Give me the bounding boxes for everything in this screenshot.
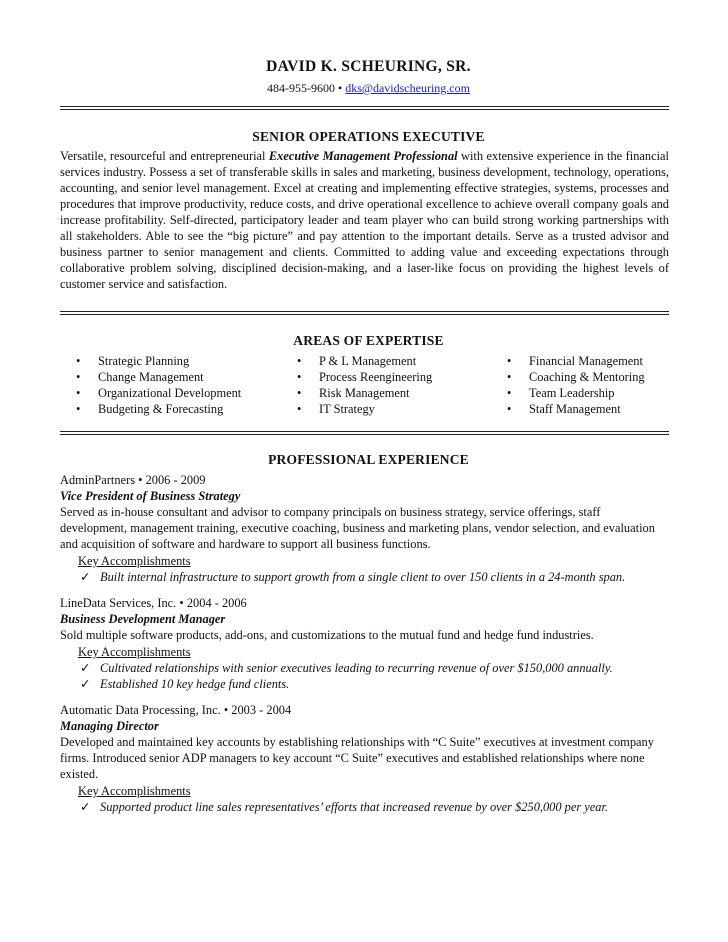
job-dates: 2006 - 2009 (145, 473, 206, 487)
expertise-item (491, 401, 667, 417)
bullet-icon: • (507, 370, 512, 384)
resume-page (60, 58, 669, 815)
email-link[interactable]: dks@davidscheuring.com (345, 81, 470, 95)
bullet-icon: • (297, 402, 302, 416)
summary-text-start: Versatile, resourceful and entrepreneurial (60, 149, 269, 163)
expertise-label: IT Strategy (319, 402, 375, 416)
job-description: Served as in-house consultant and advisor to company principals on business strategy, service offerings, staff development, management training, executive coaching, business and marketing plans, vendor selection, and evaluation and acquisition of software and hardware to support all business functions. (60, 505, 655, 551)
key-accomplishments-heading: Key Accomplishments (78, 554, 191, 568)
contact-separator: • (338, 81, 343, 95)
bullet-icon: • (76, 370, 81, 384)
job-company: LineData Services, Inc. (60, 596, 177, 610)
job-entry (60, 472, 669, 585)
expertise-column-1 (60, 353, 284, 417)
accomplishment-item (78, 660, 669, 676)
experience-title: PROFESSIONAL EXPERIENCE (268, 452, 469, 467)
expertise-column-3 (491, 353, 667, 417)
phone-number: 484-955-9600 (267, 81, 336, 95)
accomplishment-item (78, 799, 669, 815)
expertise-item (60, 401, 284, 417)
summary-paragraph (60, 148, 669, 292)
job-dates: 2004 - 2006 (186, 596, 247, 610)
checkmark-icon: ✓ (80, 570, 91, 584)
key-accomplishments-heading: Key Accomplishments (78, 784, 191, 798)
job-company: Automatic Data Processing, Inc. (60, 703, 221, 717)
expertise-item (491, 369, 667, 385)
expertise-column-2 (281, 353, 493, 417)
summary-text-end: with extensive experience in the financial services industry. Possess a set of transferable skills in sales and marketing, business development, technology, operations, accounting, and senior level management. Excel at creating and implementing effective strategies, systems, processes and procedures that improve productivity, reduce costs, and drive operational excellence to achieve overall company goals and increase profitability. Self-directed, participatory leader and team player who can build strong working partnerships with all stakeholders. Able to see the “big picture” and pay attention to the important details. Serve as a trusted advisor and business partner to senior management and clients. Committed to adding value and exceeding expectations through collaborative problem solving, disciplined decision-making, and a laser-like focus on providing the highest levels of customer service and satisfaction. (60, 149, 669, 291)
expertise-item (281, 369, 493, 385)
expertise-label: Staff Management (529, 402, 621, 416)
bullet-icon: • (297, 354, 302, 368)
accomplishment-item (78, 676, 669, 692)
job-entry (60, 702, 669, 815)
expertise-label: Organizational Development (98, 386, 242, 400)
expertise-item (281, 401, 493, 417)
expertise-divider (60, 431, 669, 435)
job-company-line (60, 702, 669, 718)
bullet-icon: • (76, 402, 81, 416)
key-accomplishments-heading: Key Accomplishments (78, 645, 191, 659)
expertise-label: Coaching & Mentoring (529, 370, 645, 384)
job-separator: • (138, 473, 143, 487)
expertise-label: Change Management (98, 370, 204, 384)
job-separator: • (223, 703, 229, 717)
expertise-item (491, 353, 667, 369)
job-description: Developed and maintained key accounts by establishing relationships with “C Suite” executives at investment company firms. Introduced senior ADP managers to key account “C Suite” executives and established relationships where none existed. (60, 735, 654, 781)
expertise-item (60, 369, 284, 385)
experience-list (60, 472, 669, 815)
expertise-title: AREAS OF EXPERTISE (293, 333, 444, 348)
accomplishment-text: Supported product line sales representatives’ efforts that increased revenue by over $250,000 per year. (100, 800, 609, 814)
checkmark-icon: ✓ (80, 661, 91, 675)
job-entry (60, 595, 669, 692)
bullet-icon: • (297, 386, 302, 400)
bullet-icon: • (297, 370, 302, 384)
expertise-item (60, 385, 284, 401)
job-company-line (60, 472, 669, 488)
job-separator: • (179, 596, 184, 610)
expertise-list (60, 353, 669, 417)
accomplishment-text: Established 10 key hedge fund clients. (100, 677, 290, 691)
job-title: Managing Director (60, 719, 159, 733)
job-dates: 2003 - 2004 (231, 703, 292, 717)
expertise-label: Team Leadership (529, 386, 615, 400)
job-title: Vice President of Business Strategy (60, 489, 241, 503)
expertise-item (281, 385, 493, 401)
bullet-icon: • (76, 386, 81, 400)
job-description: Sold multiple software products, add-ons, and customizations to the mutual fund and hedge fund industries. (60, 628, 594, 642)
job-title: Business Development Manager (60, 612, 226, 626)
expertise-label: Risk Management (319, 386, 410, 400)
expertise-label: P & L Management (319, 354, 417, 368)
bullet-icon: • (507, 402, 512, 416)
expertise-label: Process Reengineering (319, 370, 433, 384)
accomplishment-text: Cultivated relationships with senior executives leading to recurring revenue of over $150,000 annually. (100, 661, 613, 675)
expertise-label: Financial Management (529, 354, 643, 368)
job-company-line (60, 595, 669, 611)
accomplishment-text: Built internal infrastructure to support growth from a single client to over 150 clients in a 24-month span. (100, 570, 626, 584)
summary-divider (60, 311, 669, 315)
contact-line (68, 81, 669, 96)
header-divider (60, 106, 669, 110)
bullet-icon: • (507, 386, 512, 400)
summary-title: SENIOR OPERATIONS EXECUTIVE (252, 129, 485, 144)
expertise-label: Budgeting & Forecasting (98, 402, 224, 416)
job-company: AdminPartners (60, 473, 136, 487)
accomplishment-item (78, 569, 669, 585)
bullet-icon: • (76, 354, 81, 368)
summary-emphasis: Executive Management Professional (268, 149, 458, 163)
candidate-name: DAVID K. SCHEURING, SR. (266, 58, 471, 75)
checkmark-icon: ✓ (80, 677, 91, 691)
expertise-item (281, 353, 493, 369)
bullet-icon: • (507, 354, 512, 368)
checkmark-icon: ✓ (80, 800, 91, 814)
expertise-item (491, 385, 667, 401)
expertise-label: Strategic Planning (98, 354, 190, 368)
expertise-item (60, 353, 284, 369)
